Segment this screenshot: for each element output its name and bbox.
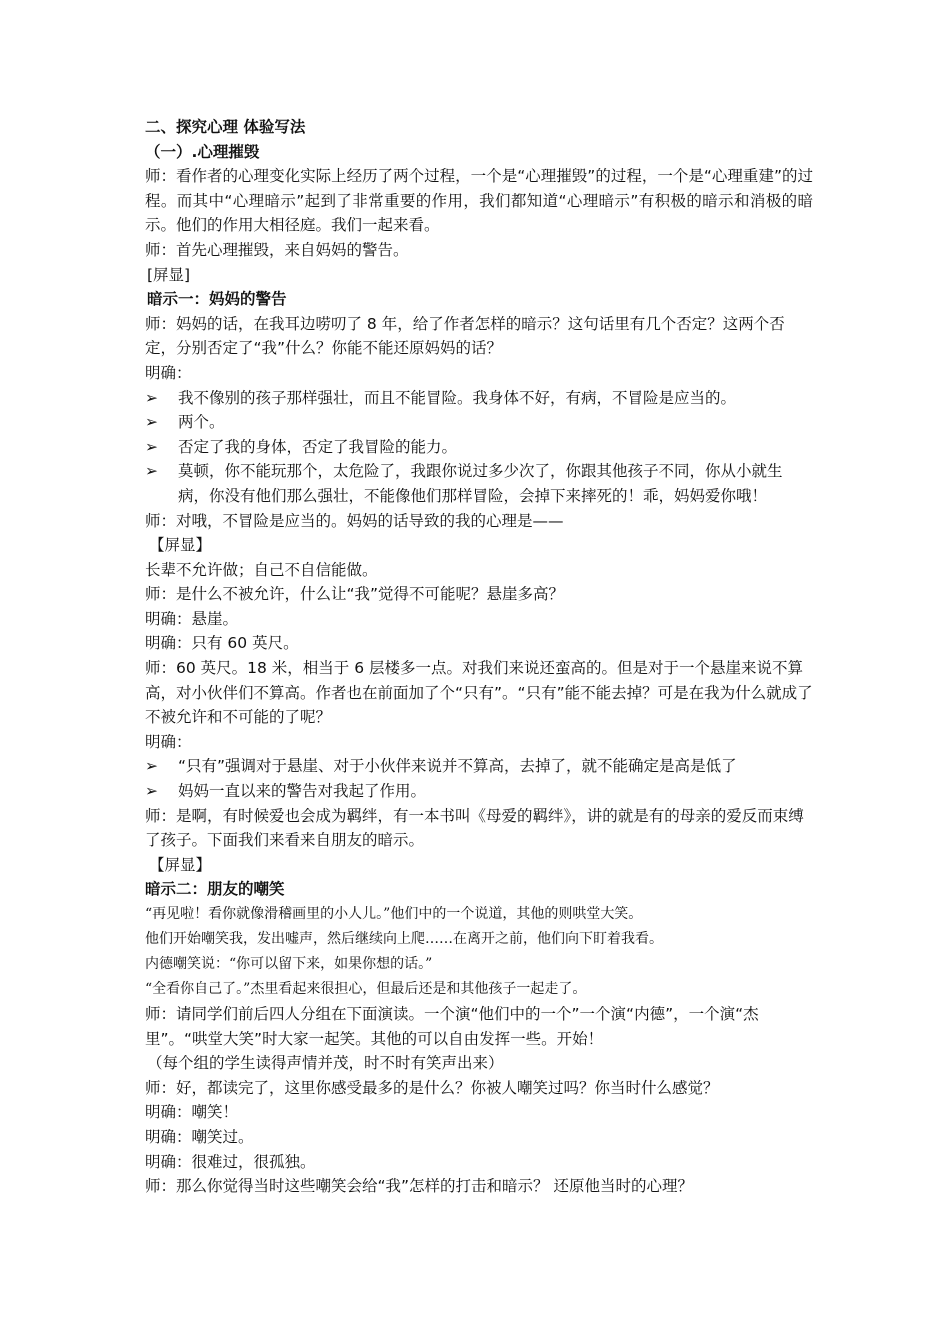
- paragraph: 师：看作者的心理变化实际上经历了两个过程，一个是“心理摧毁”的过程，一个是“心理重建”的过程。而其中“心理暗示”起到了非常重要的作用，我们都知道“心理暗示”有积极的暗示和消极的暗示。他们的作用大相径庭。我们一起来看。: [145, 167, 813, 235]
- quote-line: “全看你自己了。”杰里看起来很担心，但最后还是和其他孩子一起走了。: [145, 981, 587, 997]
- paragraph: 明确：悬崖。: [145, 609, 239, 628]
- bullet-list: [145, 386, 813, 509]
- screen-display-label: 【屏显】: [149, 855, 212, 874]
- subsection-title: （一）.心理摧毁: [145, 142, 260, 161]
- arrow-bullet-icon: ➢: [145, 388, 158, 407]
- list-item: ➢ 否定了我的身体，否定了我冒险的能力。: [145, 435, 813, 460]
- paragraph: 明确：嘲笑过。: [145, 1127, 254, 1146]
- screen-display-label: [屏显]: [147, 265, 191, 284]
- bullet-list: [145, 754, 813, 803]
- arrow-bullet-icon: ➢: [145, 782, 158, 801]
- list-item: ➢ 两个。: [145, 410, 813, 435]
- paragraph: 明确：很难过，很孤独。: [145, 1152, 316, 1171]
- quote-line: 内德嘲笑说：“你可以留下来，如果你想的话。”: [145, 956, 433, 972]
- paragraph: 师：好，都读完了，这里你感受最多的是什么？你被人嘲笑过吗？你当时什么感觉？: [145, 1078, 719, 1097]
- list-item: ➢ “只有”强调对于悬崖、对于小伙伴来说并不算高，去掉了，就不能确定是高是低了: [145, 754, 813, 779]
- arrow-bullet-icon: ➢: [145, 437, 158, 456]
- list-item: ➢ 妈妈一直以来的警告对我起了作用。: [145, 779, 813, 804]
- hint-title: 暗示二：朋友的嘲笑: [145, 880, 285, 899]
- list-item: ➢ 我不像别的孩子那样强壮，而且不能冒险。我身体不好，有病，不冒险是应当的。: [145, 386, 813, 411]
- paragraph: 师：妈妈的话，在我耳边唠叨了 8 年，给了作者怎样的暗示？这句话里有几个否定？这两个否定，分别否定了“我”什么？你能不能还原妈妈的话？: [145, 314, 785, 358]
- paragraph: 明确：嘲笑！: [145, 1103, 239, 1122]
- paragraph: 师：首先心理摧毁，来自妈妈的警告。: [145, 240, 409, 259]
- paragraph: （每个组的学生读得声情并茂，时不时有笑声出来）: [147, 1054, 504, 1073]
- hint-title: 暗示一：妈妈的警告: [147, 290, 287, 309]
- paragraph: 明确：只有 60 英尺。: [145, 634, 299, 653]
- quote-line: 他们开始嘲笑我，发出嘘声，然后继续向上爬……在离开之前，他们向下盯着我看。: [145, 931, 663, 947]
- list-item: ➢ 莫顿，你不能玩那个，太危险了，我跟你说过多少次了，你跟其他孩子不同，你从小就生病，你没有他们那么强壮，不能像他们那样冒险，会掉下来摔死的！乖，妈妈爱你哦！: [145, 459, 813, 508]
- screen-display-label: 【屏显】: [149, 536, 212, 555]
- paragraph: 师：对哦，不冒险是应当的。妈妈的话导致的我的心理是——: [145, 511, 564, 530]
- clarify-label: 明确：: [145, 363, 192, 382]
- paragraph: 师：那么你觉得当时这些嘲笑会给“我”怎样的打击和暗示？ 还原他当时的心理？: [145, 1177, 693, 1196]
- section-title: 二、探究心理 体验写法: [145, 118, 306, 136]
- document-page: [145, 115, 813, 1199]
- paragraph: 师：是啊，有时候爱也会成为羁绊，有一本书叫《母爱的羁绊》，讲的就是有的母亲的爱反而束缚了孩子。下面我们来看来自朋友的暗示。: [145, 806, 804, 850]
- quote-block: [145, 902, 813, 1002]
- paragraph: 师：60 英尺。18 米，相当于 6 层楼多一点。对我们来说还蛮高的。但是对于一个悬崖来说不算高，对小伙伴们不算高。作者也在前面加了个“只有”。“只有”能不能去掉？可是在我为什么就成了不被允许和不可能的了呢？: [145, 659, 813, 727]
- paragraph: 师：请同学们前后四人分组在下面演读。一个演“他们中的一个”一个演“内德”，一个演“杰里”。“哄堂大笑”时大家一起笑。其他的可以自由发挥一些。开始！: [145, 1005, 759, 1048]
- arrow-bullet-icon: ➢: [145, 413, 158, 432]
- paragraph: 师：是什么不被允许，什么让“我”觉得不可能呢？悬崖多高？: [145, 585, 565, 604]
- arrow-bullet-icon: ➢: [145, 757, 158, 776]
- paragraph: 长辈不允许做；自己不自信能做。: [145, 560, 378, 579]
- quote-line: “再见啦！看你就像滑稽画里的小人儿。”他们中的一个说道，其他的则哄堂大笑。: [145, 906, 643, 922]
- arrow-bullet-icon: ➢: [145, 462, 158, 481]
- clarify-label: 明确：: [145, 732, 192, 751]
